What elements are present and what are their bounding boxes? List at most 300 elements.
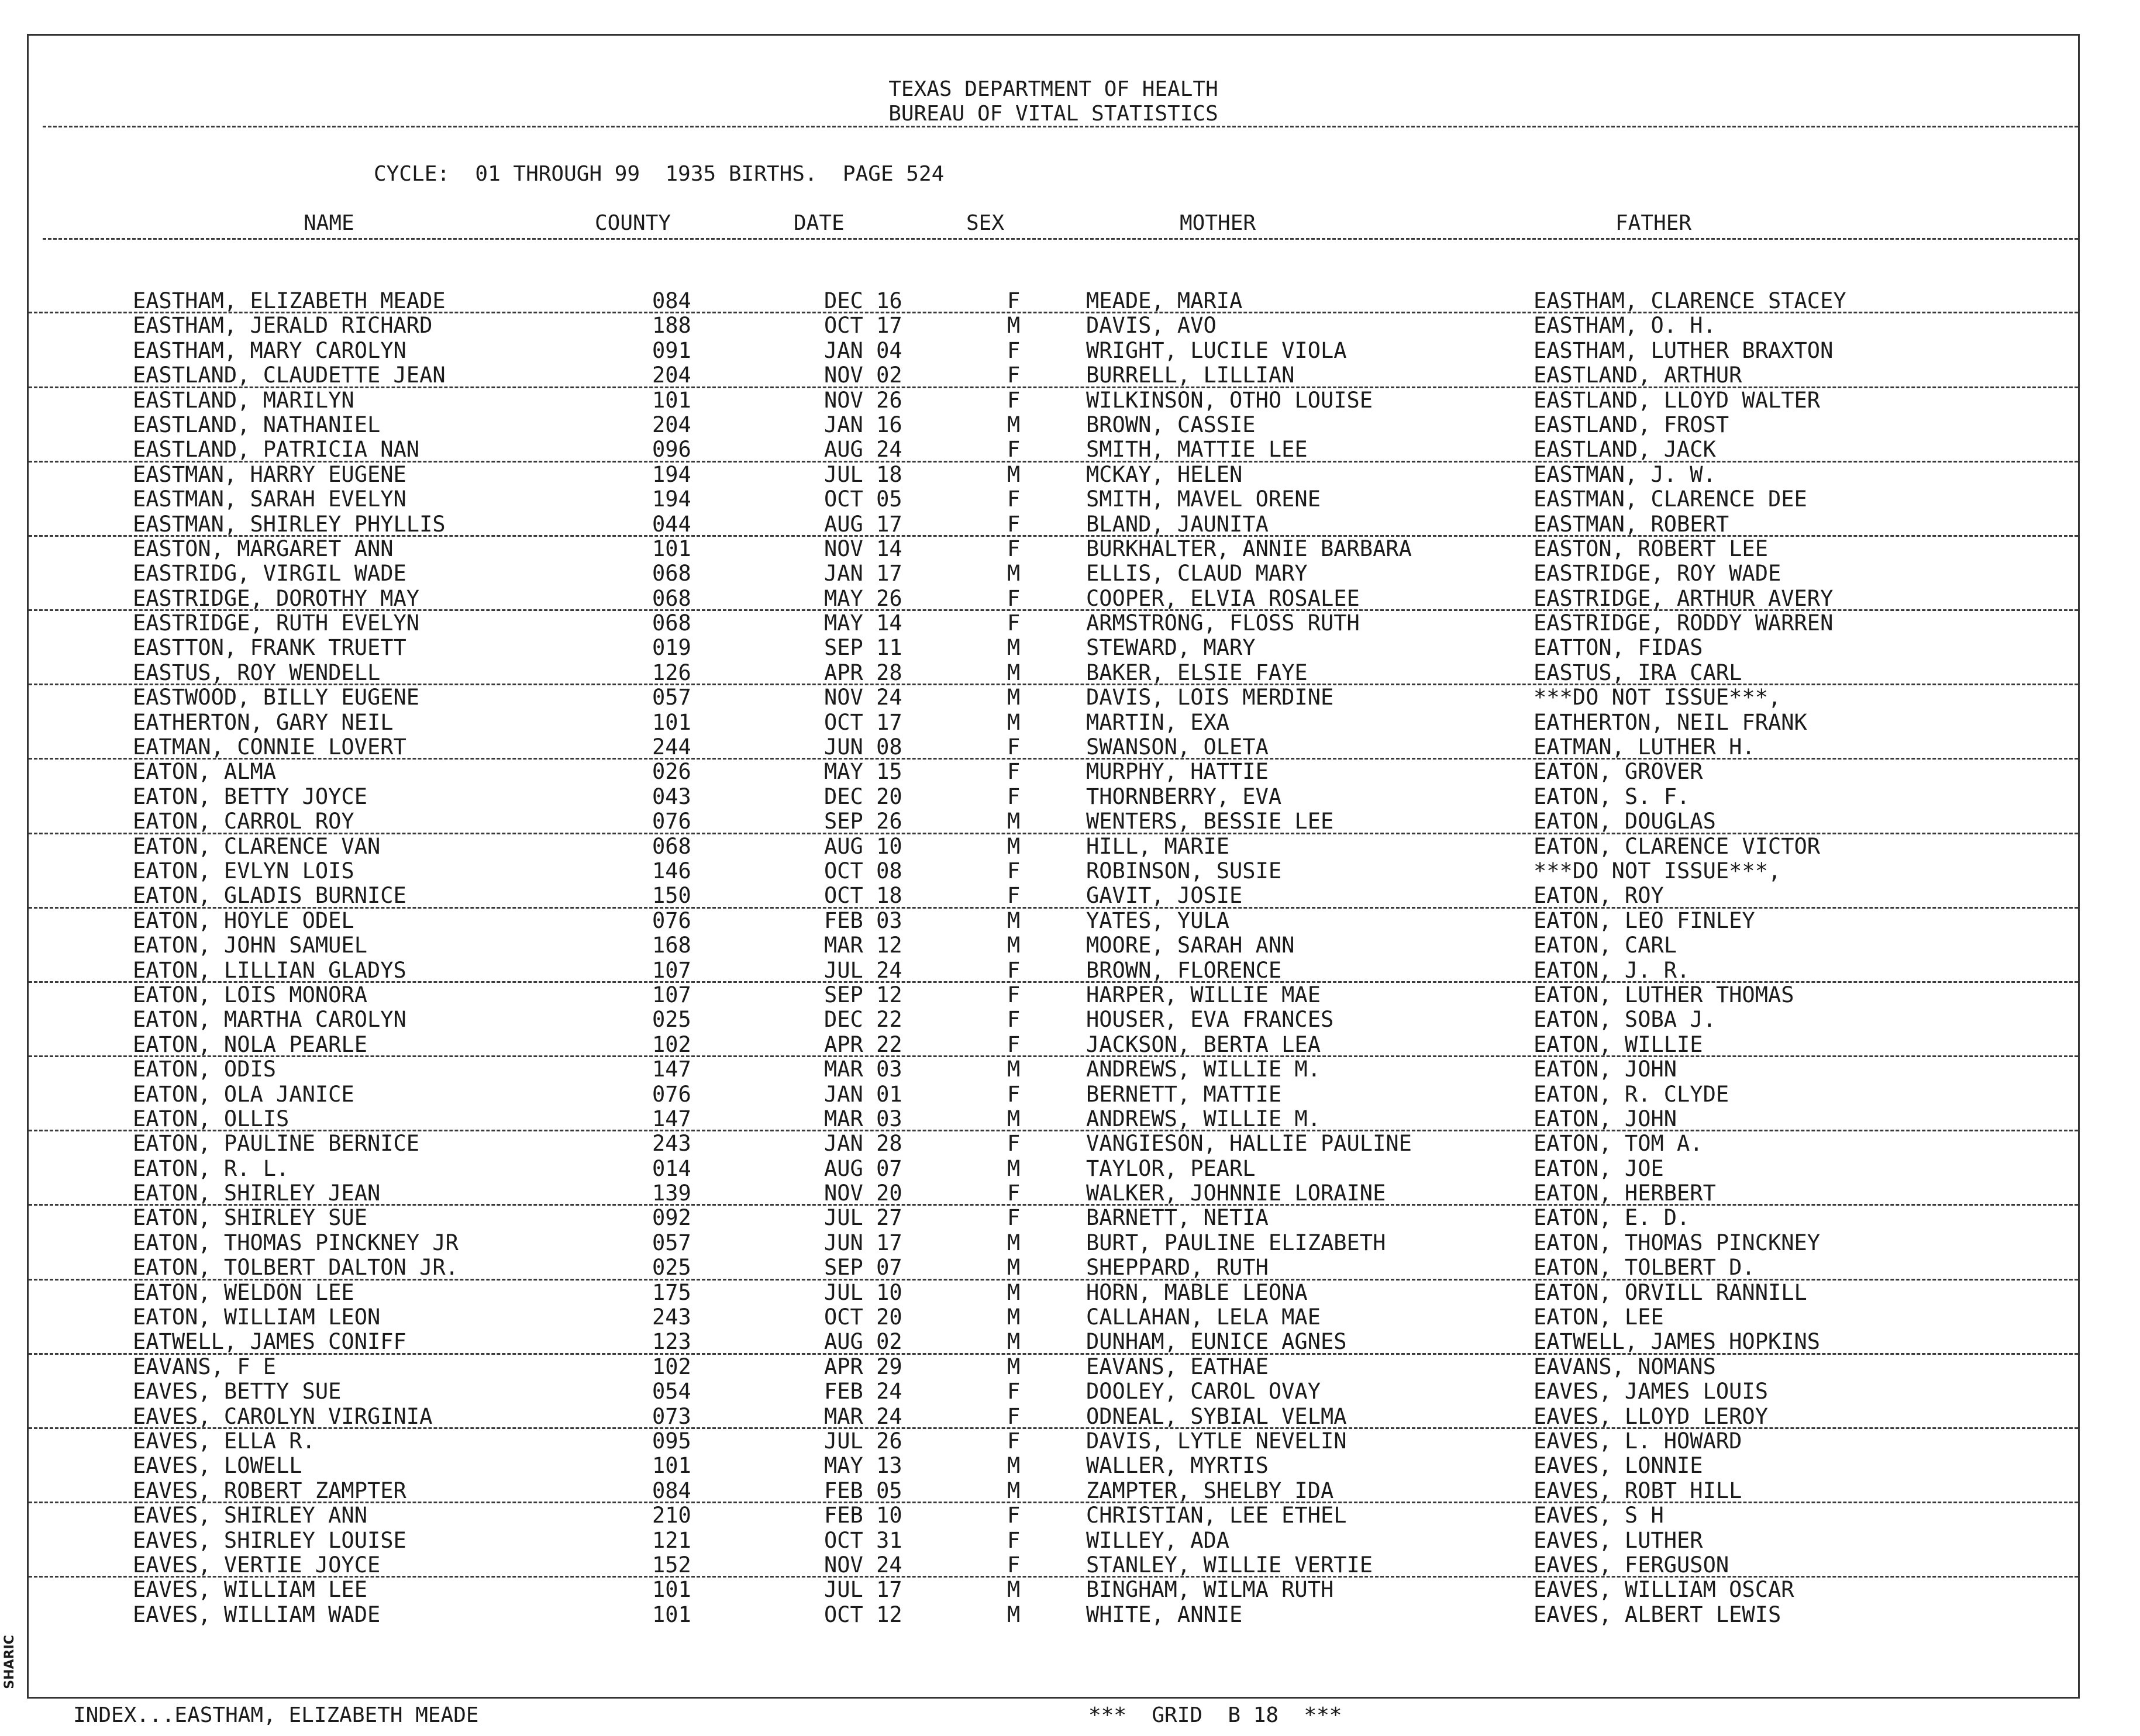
record-mother: ROBINSON, SUSIE	[1086, 858, 1282, 883]
record-mother: SMITH, MAVEL ORENE	[1086, 486, 1321, 512]
table-row	[29, 685, 2078, 710]
record-county: 101	[652, 1453, 691, 1479]
column-header-county: COUNTY	[595, 211, 671, 235]
record-county: 068	[652, 585, 691, 611]
record-date: MAY 13	[824, 1453, 902, 1479]
table-row	[29, 1033, 2078, 1057]
record-name: EASTLAND, MARILYN	[133, 387, 354, 413]
record-sex: F	[1007, 536, 1021, 561]
record-mother: HARPER, WILLIE MAE	[1086, 982, 1321, 1007]
record-father: EATON, LEO FINLEY	[1534, 907, 1755, 933]
record-county: 019	[652, 635, 691, 661]
record-sex: M	[1007, 1478, 1021, 1503]
record-name: EATON, LILLIAN GLADYS	[133, 957, 406, 983]
record-county: 084	[652, 1478, 691, 1503]
table-row	[29, 710, 2078, 735]
record-father: EATON, TOM A.	[1534, 1131, 1703, 1157]
record-county: 057	[652, 1230, 691, 1255]
document-frame	[27, 34, 2080, 1727]
record-date: SEP 26	[824, 809, 902, 834]
record-county: 101	[652, 536, 691, 561]
record-name: EATON, WELDON LEE	[133, 1279, 354, 1305]
column-header-sex: SEX	[966, 211, 1005, 235]
record-date: JUL 24	[824, 957, 902, 983]
table-row	[29, 785, 2078, 809]
record-name: EASTLAND, CLAUDETTE JEAN	[133, 363, 446, 388]
record-county: 175	[652, 1279, 691, 1305]
record-name: EATON, LOIS MONORA	[133, 982, 367, 1007]
record-sex: M	[1007, 933, 1021, 958]
record-father: EAVES, L. HOWARD	[1534, 1428, 1742, 1454]
record-name: EATON, BETTY JOYCE	[133, 784, 367, 809]
record-sex: F	[1007, 957, 1021, 983]
record-name: EATON, EVLYN LOIS	[133, 858, 354, 883]
record-county: 152	[652, 1552, 691, 1578]
table-row	[29, 339, 2078, 363]
record-date: MAR 24	[824, 1403, 902, 1429]
record-sex: F	[1007, 486, 1021, 512]
record-name: EATON, THOMAS PINCKNEY JR	[133, 1230, 459, 1255]
record-father: EATMAN, LUTHER H.	[1534, 734, 1755, 760]
record-date: JUL 10	[824, 1279, 902, 1305]
table-row	[29, 834, 2078, 859]
table-row	[29, 1007, 2078, 1032]
record-name: EATWELL, JAMES CONIFF	[133, 1329, 406, 1355]
record-father: EATON, JOE	[1534, 1155, 1664, 1181]
divider	[43, 238, 2078, 240]
record-sex: M	[1007, 561, 1021, 586]
record-sex: M	[1007, 1602, 1021, 1627]
record-name: EASTRIDG, VIRGIL WADE	[133, 561, 406, 586]
record-county: 123	[652, 1329, 691, 1355]
record-date: JUN 17	[824, 1230, 902, 1255]
record-mother: BURKHALTER, ANNIE BARBARA	[1086, 536, 1412, 561]
record-date: FEB 05	[824, 1478, 902, 1503]
record-date: MAR 03	[824, 1057, 902, 1082]
record-date: JAN 28	[824, 1131, 902, 1157]
record-county: 095	[652, 1428, 691, 1454]
record-sex: M	[1007, 833, 1021, 859]
record-sex: F	[1007, 1007, 1021, 1033]
record-father: ***DO NOT ISSUE***,	[1534, 685, 1781, 710]
table-row	[29, 1157, 2078, 1181]
record-date: OCT 17	[824, 709, 902, 735]
record-name: EASTON, MARGARET ANN	[133, 536, 394, 561]
record-sex: M	[1007, 907, 1021, 933]
table-row	[29, 1131, 2078, 1156]
record-county: 076	[652, 809, 691, 834]
record-county: 057	[652, 685, 691, 710]
record-father: EAVES, FERGUSON	[1534, 1552, 1729, 1578]
record-name: EAVES, ELLA R.	[133, 1428, 315, 1454]
record-mother: STEWARD, MARY	[1086, 635, 1256, 661]
record-father: EATON, R. CLYDE	[1534, 1081, 1729, 1107]
table-row	[29, 388, 2078, 413]
record-father: EATON, S. F.	[1534, 784, 1690, 809]
record-mother: ANDREWS, WILLIE M.	[1086, 1106, 1321, 1131]
divider	[43, 126, 2078, 127]
record-mother: HILL, MARIE	[1086, 833, 1230, 859]
record-mother: TAYLOR, PEARL	[1086, 1155, 1256, 1181]
table-row	[29, 611, 2078, 636]
record-county: 101	[652, 1602, 691, 1627]
record-date: OCT 12	[824, 1602, 902, 1627]
record-county: 076	[652, 1081, 691, 1107]
record-name: EASTMAN, SARAH EVELYN	[133, 486, 406, 512]
record-mother: BROWN, FLORENCE	[1086, 957, 1282, 983]
record-sex: F	[1007, 1503, 1021, 1528]
record-father: EATON, CARL	[1534, 933, 1677, 958]
record-date: MAY 26	[824, 585, 902, 611]
record-father: EATON, THOMAS PINCKNEY	[1534, 1230, 1821, 1255]
record-name: EATHERTON, GARY NEIL	[133, 709, 394, 735]
cycle-line: CYCLE: 01 THROUGH 99 1935 BIRTHS. PAGE 524	[374, 162, 945, 186]
record-sex: M	[1007, 1106, 1021, 1131]
record-father: ***DO NOT ISSUE***,	[1534, 858, 1781, 883]
record-county: 188	[652, 313, 691, 339]
table-row	[29, 363, 2078, 388]
record-father: EAVES, ALBERT LEWIS	[1534, 1602, 1781, 1627]
table-row	[29, 1281, 2078, 1305]
record-mother: DOOLEY, CAROL OVAY	[1086, 1379, 1321, 1404]
record-county: 054	[652, 1379, 691, 1404]
record-father: EAVES, LONNIE	[1534, 1453, 1703, 1479]
record-name: EATON, NOLA PEARLE	[133, 1031, 367, 1057]
record-mother: EAVANS, EATHAE	[1086, 1354, 1269, 1379]
table-row	[29, 463, 2078, 487]
record-date: AUG 02	[824, 1329, 902, 1355]
record-mother: BROWN, CASSIE	[1086, 412, 1256, 437]
record-date: JUL 17	[824, 1577, 902, 1603]
record-county: 147	[652, 1106, 691, 1131]
record-county: 168	[652, 933, 691, 958]
record-father: EATON, SOBA J.	[1534, 1007, 1716, 1033]
record-name: EAVANS, F E	[133, 1354, 277, 1379]
record-sex: F	[1007, 511, 1021, 537]
table-row	[29, 1206, 2078, 1230]
record-county: 025	[652, 1007, 691, 1033]
record-sex: M	[1007, 1577, 1021, 1603]
record-name: EATON, R. L.	[133, 1155, 290, 1181]
record-date: OCT 17	[824, 313, 902, 339]
record-mother: WALLER, MYRTIS	[1086, 1453, 1269, 1479]
record-county: 139	[652, 1181, 691, 1206]
record-name: EATON, CLARENCE VAN	[133, 833, 381, 859]
record-father: EASTMAN, J. W.	[1534, 461, 1716, 487]
record-county: 107	[652, 982, 691, 1007]
record-father: EATHERTON, NEIL FRANK	[1534, 709, 1807, 735]
record-date: APR 22	[824, 1031, 902, 1057]
record-date: NOV 24	[824, 1552, 902, 1578]
record-name: EATON, SHIRLEY JEAN	[133, 1181, 381, 1206]
record-county: 194	[652, 461, 691, 487]
record-father: EASTMAN, ROBERT	[1534, 511, 1729, 537]
record-county: 243	[652, 1304, 691, 1330]
record-date: JAN 04	[824, 337, 902, 363]
record-mother: JACKSON, BERTA LEA	[1086, 1031, 1321, 1057]
table-row	[29, 636, 2078, 660]
table-row	[29, 512, 2078, 537]
record-date: OCT 08	[824, 858, 902, 883]
record-date: JUN 08	[824, 734, 902, 760]
record-father: EATON, TOLBERT D.	[1534, 1255, 1755, 1281]
record-name: EAVES, SHIRLEY LOUISE	[133, 1527, 406, 1553]
record-mother: WILLEY, ADA	[1086, 1527, 1230, 1553]
column-header-mother: MOTHER	[1180, 211, 1256, 235]
record-mother: DAVIS, AVO	[1086, 313, 1217, 339]
record-county: 147	[652, 1057, 691, 1082]
record-name: EATON, ODIS	[133, 1057, 277, 1082]
record-name: EATON, PAULINE BERNICE	[133, 1131, 420, 1157]
record-father: EATON, HERBERT	[1534, 1181, 1716, 1206]
record-sex: F	[1007, 734, 1021, 760]
record-mother: WRIGHT, LUCILE VIOLA	[1086, 337, 1347, 363]
record-sex: F	[1007, 387, 1021, 413]
record-mother: SWANSON, OLETA	[1086, 734, 1269, 760]
record-sex: F	[1007, 784, 1021, 809]
record-father: EAVANS, NOMANS	[1534, 1354, 1716, 1379]
record-sex: M	[1007, 461, 1021, 487]
column-header-date: DATE	[794, 211, 845, 235]
record-mother: HORN, MABLE LEONA	[1086, 1279, 1308, 1305]
record-name: EAVES, SHIRLEY ANN	[133, 1503, 367, 1528]
record-father: EATON, DOUGLAS	[1534, 809, 1716, 834]
record-father: EASTMAN, CLARENCE DEE	[1534, 486, 1807, 512]
record-mother: DAVIS, LOIS MERDINE	[1086, 685, 1334, 710]
record-father: EASTLAND, JACK	[1534, 437, 1716, 463]
record-sex: M	[1007, 1057, 1021, 1082]
record-mother: HOUSER, EVA FRANCES	[1086, 1007, 1334, 1033]
record-county: 243	[652, 1131, 691, 1157]
table-row	[29, 1454, 2078, 1478]
record-name: EAVES, CAROLYN VIRGINIA	[133, 1403, 433, 1429]
record-sex: F	[1007, 982, 1021, 1007]
record-date: OCT 31	[824, 1527, 902, 1553]
column-header-row	[29, 211, 2078, 240]
table-row	[29, 487, 2078, 512]
record-date: MAR 03	[824, 1106, 902, 1131]
record-date: DEC 20	[824, 784, 902, 809]
record-name: EASTHAM, JERALD RICHARD	[133, 313, 433, 339]
record-father: EASTRIDGE, ARTHUR AVERY	[1534, 585, 1834, 611]
record-date: JAN 17	[824, 561, 902, 586]
side-mark	[0, 1631, 23, 1702]
record-county: 194	[652, 486, 691, 512]
record-name: EASTRIDGE, RUTH EVELYN	[133, 610, 420, 636]
record-father: EAVES, LUTHER	[1534, 1527, 1703, 1553]
record-sex: F	[1007, 759, 1021, 785]
table-row	[29, 958, 2078, 983]
record-date: JUL 18	[824, 461, 902, 487]
record-name: EATON, WILLIAM LEON	[133, 1304, 381, 1330]
record-county: 068	[652, 610, 691, 636]
record-sex: F	[1007, 1403, 1021, 1429]
record-name: EATON, HOYLE ODEL	[133, 907, 354, 933]
record-date: MAR 12	[824, 933, 902, 958]
record-name: EATON, OLA JANICE	[133, 1081, 354, 1107]
record-sex: M	[1007, 1255, 1021, 1281]
record-father: EATON, WILLIE	[1534, 1031, 1703, 1057]
record-mother: BERNETT, MATTIE	[1086, 1081, 1282, 1107]
record-date: NOV 24	[824, 685, 902, 710]
record-name: EASTUS, ROY WENDELL	[133, 660, 381, 685]
record-mother: MURPHY, HATTIE	[1086, 759, 1269, 785]
record-date: JAN 01	[824, 1081, 902, 1107]
record-name: EATON, MARTHA CAROLYN	[133, 1007, 406, 1033]
record-mother: GAVIT, JOSIE	[1086, 883, 1243, 909]
record-mother: WHITE, ANNIE	[1086, 1602, 1243, 1627]
table-row	[29, 933, 2078, 958]
record-sex: F	[1007, 1379, 1021, 1404]
record-date: APR 28	[824, 660, 902, 685]
record-mother: VANGIESON, HALLIE PAULINE	[1086, 1131, 1412, 1157]
table-row	[29, 561, 2078, 586]
table-row	[29, 1379, 2078, 1404]
record-date: OCT 20	[824, 1304, 902, 1330]
record-father: EASTON, ROBERT LEE	[1534, 536, 1768, 561]
record-sex: M	[1007, 412, 1021, 437]
record-sex: M	[1007, 313, 1021, 339]
record-name: EASTWOOD, BILLY EUGENE	[133, 685, 420, 710]
record-father: EASTHAM, O. H.	[1534, 313, 1716, 339]
record-county: 121	[652, 1527, 691, 1553]
record-sex: F	[1007, 1552, 1021, 1578]
record-name: EASTHAM, ELIZABETH MEADE	[133, 288, 446, 313]
record-father: EAVES, ROBT HILL	[1534, 1478, 1742, 1503]
record-name: EASTLAND, NATHANIEL	[133, 412, 381, 437]
record-date: JAN 16	[824, 412, 902, 437]
record-name: EATON, SHIRLEY SUE	[133, 1205, 367, 1231]
record-sex: F	[1007, 1031, 1021, 1057]
record-mother: BARNETT, NETIA	[1086, 1205, 1269, 1231]
record-father: EASTHAM, CLARENCE STACEY	[1534, 288, 1846, 313]
record-name: EAVES, WILLIAM LEE	[133, 1577, 367, 1603]
record-date: JUL 27	[824, 1205, 902, 1231]
record-date: NOV 20	[824, 1181, 902, 1206]
record-sex: F	[1007, 437, 1021, 463]
record-sex: M	[1007, 660, 1021, 685]
record-date: FEB 10	[824, 1503, 902, 1528]
table-row	[29, 1578, 2078, 1602]
record-date: APR 29	[824, 1354, 902, 1379]
record-sex: M	[1007, 809, 1021, 834]
record-name: EATON, GLADIS BURNICE	[133, 883, 406, 909]
record-date: SEP 07	[824, 1255, 902, 1281]
record-mother: BINGHAM, WILMA RUTH	[1086, 1577, 1334, 1603]
table-row	[29, 859, 2078, 883]
record-mother: BLAND, JAUNITA	[1086, 511, 1269, 537]
column-header-name: NAME	[304, 211, 354, 235]
record-father: EASTRIDGE, ROY WADE	[1534, 561, 1781, 586]
record-county: 091	[652, 337, 691, 363]
table-row	[29, 537, 2078, 561]
record-name: EATON, JOHN SAMUEL	[133, 933, 367, 958]
record-mother: CALLAHAN, LELA MAE	[1086, 1304, 1321, 1330]
record-date: DEC 16	[824, 288, 902, 313]
table-row	[29, 1355, 2078, 1379]
record-name: EAVES, VERTIE JOYCE	[133, 1552, 381, 1578]
record-sex: M	[1007, 1453, 1021, 1479]
record-name: EASTLAND, PATRICIA NAN	[133, 437, 420, 463]
table-row	[29, 1503, 2078, 1528]
table-row	[29, 1330, 2078, 1354]
column-header-father: FATHER	[1615, 211, 1692, 235]
table-row	[29, 437, 2078, 462]
record-county: 076	[652, 907, 691, 933]
record-county: 026	[652, 759, 691, 785]
record-sex: F	[1007, 1131, 1021, 1157]
record-date: AUG 17	[824, 511, 902, 537]
record-county: 084	[652, 288, 691, 313]
record-date: OCT 05	[824, 486, 902, 512]
record-date: FEB 24	[824, 1379, 902, 1404]
record-county: 096	[652, 437, 691, 463]
record-sex: F	[1007, 363, 1021, 388]
record-sex: F	[1007, 337, 1021, 363]
record-sex: F	[1007, 1205, 1021, 1231]
record-name: EATON, OLLIS	[133, 1106, 290, 1131]
record-sex: F	[1007, 610, 1021, 636]
record-mother: BURT, PAULINE ELIZABETH	[1086, 1230, 1386, 1255]
record-county: 101	[652, 709, 691, 735]
table-row	[29, 586, 2078, 611]
record-name: EASTMAN, HARRY EUGENE	[133, 461, 406, 487]
record-sex: M	[1007, 1329, 1021, 1355]
record-mother: SHEPPARD, RUTH	[1086, 1255, 1269, 1281]
record-county: 210	[652, 1503, 691, 1528]
record-date: FEB 03	[824, 907, 902, 933]
record-name: EASTMAN, SHIRLEY PHYLLIS	[133, 511, 446, 537]
record-county: 126	[652, 660, 691, 685]
record-county: 102	[652, 1354, 691, 1379]
table-row	[29, 735, 2078, 760]
record-sex: M	[1007, 1304, 1021, 1330]
record-name: EASTHAM, MARY CAROLYN	[133, 337, 406, 363]
record-mother: BAKER, ELSIE FAYE	[1086, 660, 1308, 685]
record-name: EAVES, LOWELL	[133, 1453, 302, 1479]
record-sex: M	[1007, 685, 1021, 710]
record-mother: ZAMPTER, SHELBY IDA	[1086, 1478, 1334, 1503]
record-mother: DUNHAM, EUNICE AGNES	[1086, 1329, 1347, 1355]
record-sex: M	[1007, 635, 1021, 661]
record-county: 101	[652, 387, 691, 413]
record-name: EAVES, ROBERT ZAMPTER	[133, 1478, 406, 1503]
record-sex: F	[1007, 1081, 1021, 1107]
record-date: MAY 14	[824, 610, 902, 636]
record-mother: DAVIS, LYTLE NEVELIN	[1086, 1428, 1347, 1454]
table-row	[29, 1429, 2078, 1454]
table-row	[29, 1479, 2078, 1503]
table-row	[29, 1107, 2078, 1131]
record-mother: ANDREWS, WILLIE M.	[1086, 1057, 1321, 1082]
table-row	[29, 983, 2078, 1007]
record-father: EATON, LEE	[1534, 1304, 1664, 1330]
record-date: OCT 18	[824, 883, 902, 909]
record-county: 092	[652, 1205, 691, 1231]
table-row	[29, 1553, 2078, 1578]
record-date: JUL 26	[824, 1428, 902, 1454]
record-father: EATON, CLARENCE VICTOR	[1534, 833, 1821, 859]
record-date: NOV 14	[824, 536, 902, 561]
record-county: 014	[652, 1155, 691, 1181]
table-row	[29, 1404, 2078, 1429]
record-sex: F	[1007, 1527, 1021, 1553]
record-county: 068	[652, 833, 691, 859]
record-county: 150	[652, 883, 691, 909]
record-county: 102	[652, 1031, 691, 1057]
header-line-department: TEXAS DEPARTMENT OF HEALTH	[888, 77, 1218, 101]
record-father: EAVES, S H	[1534, 1503, 1664, 1528]
